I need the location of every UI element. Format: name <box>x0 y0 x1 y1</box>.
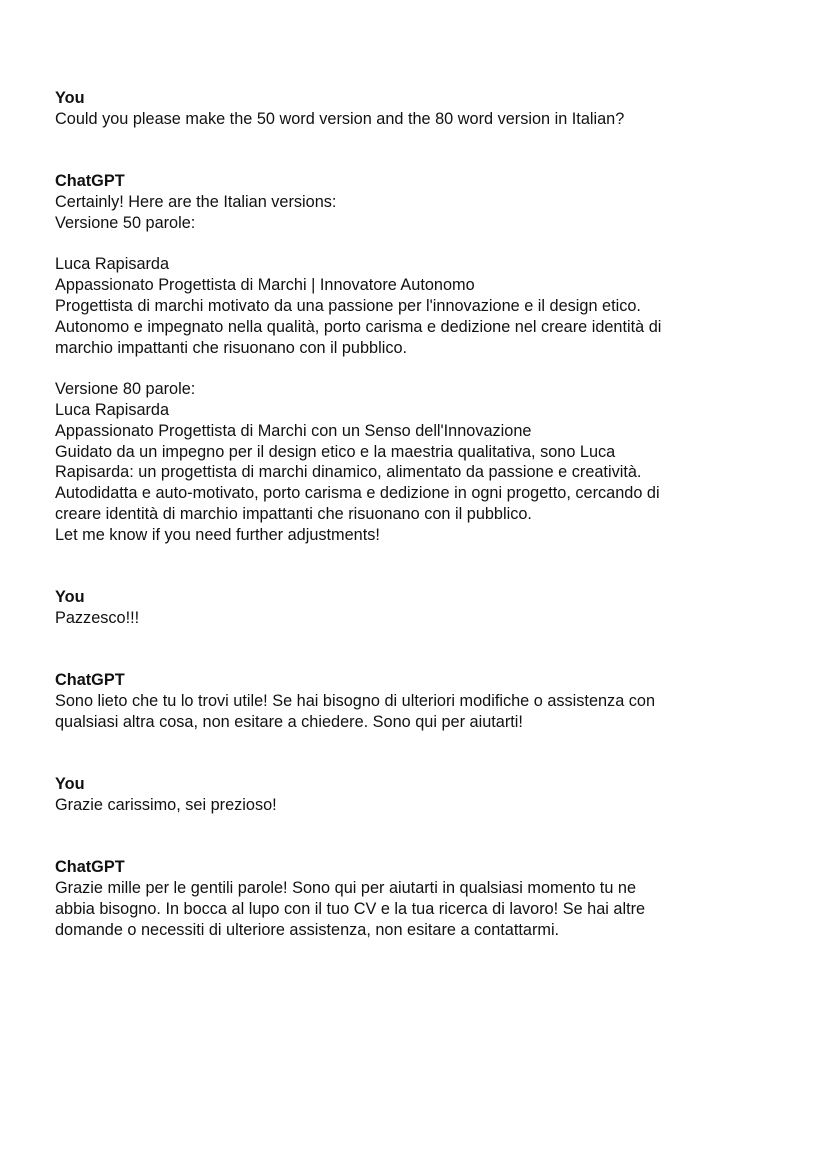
message-line: Progettista di marchi motivato da una passione per l'innovazione e il design etico. <box>55 296 641 315</box>
message-line: Appassionato Progettista di Marchi con un Senso dell'Innovazione <box>55 421 532 440</box>
message-line: Grazie mille per le gentili parole! Sono qui per aiutarti in qualsiasi momento tu ne <box>55 879 637 898</box>
message-line: Let me know if you need further adjustments! <box>55 525 380 544</box>
message-line: Autonomo e impegnato nella qualità, porto carisma e dedizione nel creare identità di <box>55 317 662 336</box>
message-line: Guidato da un impegno per il design etico e la maestria qualitativa, sono Luca <box>55 442 616 461</box>
user-message <box>55 774 775 816</box>
spacer <box>55 130 775 172</box>
message-line: domande o necessiti di ulteriore assistenza, non esitare a contattarmi. <box>55 920 560 939</box>
message-line: abbia bisogno. In bocca al lupo con il tuo CV e la tua ricerca di lavoro! Se hai altre <box>55 900 646 919</box>
speaker-label: You <box>55 775 85 794</box>
speaker-label: You <box>55 89 85 107</box>
assistant-message <box>55 670 775 732</box>
speaker-label: ChatGPT <box>55 172 125 191</box>
conversation-transcript <box>55 88 775 941</box>
message-line: creare identità di marchio impattanti che risuonano con il pubblico. <box>55 504 532 523</box>
message-line: Versione 80 parole: <box>55 380 196 399</box>
message-line: Autodidatta e auto-motivato, porto carisma e dedizione in ogni progetto, cercando di <box>55 484 660 503</box>
assistant-message <box>55 171 775 545</box>
spacer <box>55 546 775 588</box>
message-line: qualsiasi altra cosa, non esitare a chiedere. Sono qui per aiutarti! <box>55 712 523 731</box>
speaker-label: ChatGPT <box>55 671 125 690</box>
spacer <box>55 816 775 858</box>
message-line: Appassionato Progettista di Marchi | Innovatore Autonomo <box>55 276 475 295</box>
spacer <box>55 629 775 671</box>
message-line: Grazie carissimo, sei prezioso! <box>55 796 277 815</box>
assistant-message <box>55 857 775 940</box>
message-line: Rapisarda: un progettista di marchi dinamico, alimentato da passione e creatività. <box>55 463 642 482</box>
blank-line <box>55 234 775 255</box>
user-message <box>55 587 775 629</box>
spacer <box>55 733 775 775</box>
message-line: Luca Rapisarda <box>55 400 170 419</box>
message-line: Versione 50 parole: <box>55 213 196 232</box>
message-line: Pazzesco!!! <box>55 608 140 627</box>
message-line: Sono lieto che tu lo trovi utile! Se hai bisogno di ulteriori modifiche o assistenza con <box>55 692 656 711</box>
message-line: Luca Rapisarda <box>55 255 170 274</box>
speaker-label: ChatGPT <box>55 858 125 877</box>
user-message <box>55 88 775 130</box>
message-line: Could you please make the 50 word version and the 80 word version in Italian? <box>55 109 625 128</box>
speaker-label: You <box>55 588 85 607</box>
blank-line <box>55 358 775 379</box>
message-line: marchio impattanti che risuonano con il pubblico. <box>55 338 408 357</box>
message-line: Certainly! Here are the Italian versions: <box>55 192 337 211</box>
